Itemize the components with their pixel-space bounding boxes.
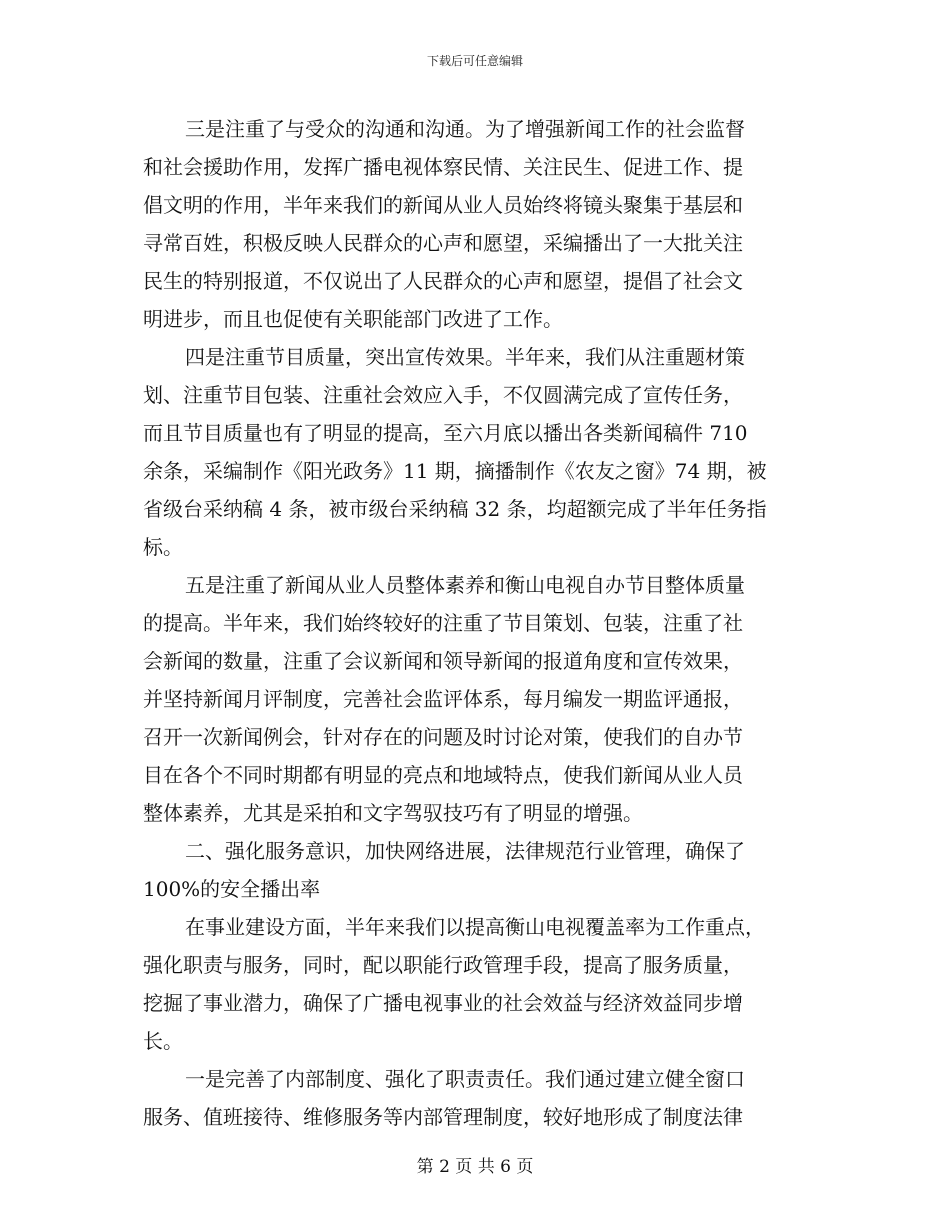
paragraph-line: 寻常百姓，积极反映人民群众的心声和愿望，采编播出了一大批关注 — [143, 231, 743, 255]
document-body — [143, 110, 805, 1136]
section-heading-line: 二、强化服务意识，加快网络进展，法律规范行业管理，确保了 — [185, 839, 745, 863]
paragraph-line: 并坚持新闻月评制度，完善社会监评体系，每月编发一期监评通报， — [143, 687, 743, 711]
section-heading-line: 100%的安全播出率 — [143, 877, 321, 901]
paragraph-line: 倡文明的作用，半年来我们的新闻从业人员始终将镜头聚集于基层和 — [143, 193, 743, 217]
paragraph-line: 在事业建设方面，半年来我们以提高衡山电视覆盖率为工作重点， — [185, 915, 765, 939]
paragraph-line: 一是完善了内部制度、强化了职责责任。我们通过建立健全窗口 — [185, 1067, 745, 1091]
paragraph-line: 划、注重节目包装、注重社会效应入手，不仅圆满完成了宣传任务， — [143, 383, 743, 407]
paragraph-line: 三是注重了与受众的沟通和沟通。为了增强新闻工作的社会监督 — [185, 117, 745, 141]
paragraph-line: 明进步，而且也促使有关职能部门改进了工作。 — [143, 307, 563, 331]
paragraph-line: 会新闻的数量，注重了会议新闻和领导新闻的报道角度和宣传效果， — [143, 649, 743, 673]
paragraph-line: 强化职责与服务，同时，配以职能行政管理手段，提高了服务质量， — [143, 953, 743, 977]
paragraph-line: 和社会援助作用，发挥广播电视体察民情、关注民生、促进工作、提 — [143, 155, 743, 179]
paragraph-line: 长。 — [143, 1029, 183, 1053]
paragraph-line: 标。 — [143, 535, 183, 559]
paragraph-line: 挖掘了事业潜力，确保了广播电视事业的社会效益与经济效益同步增 — [143, 991, 743, 1015]
paragraph-line: 服务、值班接待、维修服务等内部管理制度，较好地形成了制度法律 — [143, 1105, 743, 1129]
page-number-footer: 第 2 页 共 6 页 — [416, 1157, 534, 1177]
paragraph-line: 而且节目质量也有了明显的提高，至六月底以播出各类新闻稿件 710 — [143, 421, 748, 445]
paragraph-line: 四是注重节目质量，突出宣传效果。半年来，我们从注重题材策 — [185, 345, 745, 369]
paragraph-line: 整体素养，尤其是采拍和文字驾驭技巧有了明显的增强。 — [143, 801, 643, 825]
paragraph-line: 召开一次新闻例会，针对存在的问题及时讨论对策，使我们的自办节 — [143, 725, 743, 749]
page-header: 下载后可任意编辑 — [426, 54, 523, 68]
paragraph-line: 五是注重了新闻从业人员整体素养和衡山电视自办节目整体质量 — [185, 573, 745, 597]
paragraph-line: 余条，采编制作《阳光政务》11 期，摘播制作《农友之窗》74 期，被 — [143, 459, 767, 483]
paragraph-line: 省级台采纳稿 4 条，被市级台采纳稿 32 条，均超额完成了半年任务指 — [143, 497, 767, 521]
paragraph-line: 目在各个不同时期都有明显的亮点和地域特点，使我们新闻从业人员 — [143, 763, 743, 787]
paragraph-line: 的提高。半年来，我们始终较好的注重了节目策划、包装，注重了社 — [143, 611, 743, 635]
paragraph-line: 民生的特别报道，不仅说出了人民群众的心声和愿望，提倡了社会文 — [143, 269, 743, 293]
